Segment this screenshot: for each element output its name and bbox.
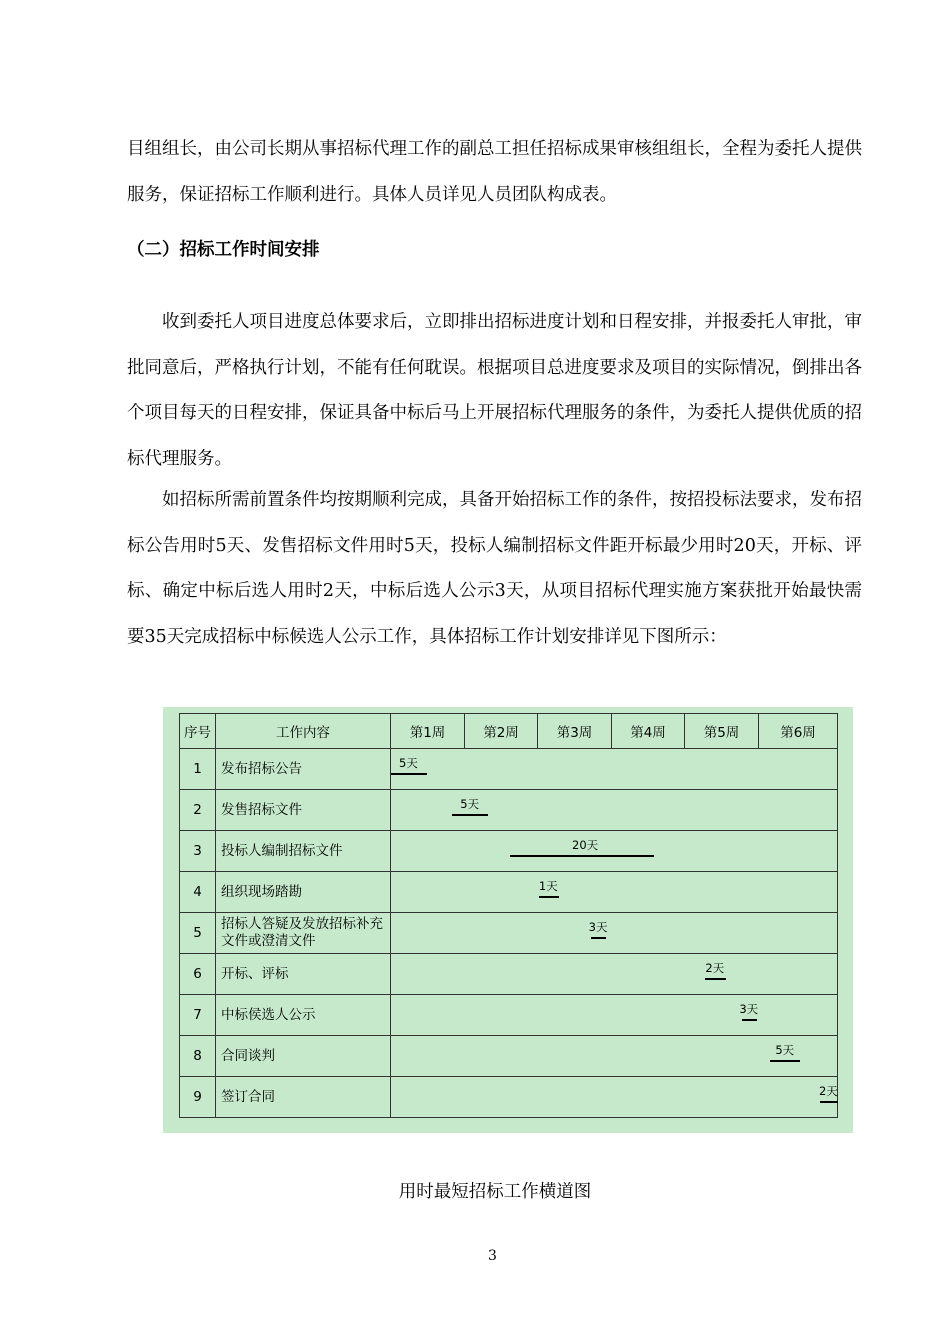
header-week-3: 第3周 (538, 714, 612, 749)
duration-bar (510, 855, 654, 857)
task-name: 签订合同 (216, 1077, 391, 1118)
gantt-row (180, 995, 838, 1036)
task-name: 合同谈判 (216, 1036, 391, 1077)
task-name: 中标侯选人公示 (216, 995, 391, 1036)
duration-bar (770, 1060, 800, 1062)
header-seq: 序号 (180, 714, 216, 749)
row-number: 5 (180, 913, 216, 954)
timeline-cell (391, 954, 838, 995)
duration-bar (591, 937, 605, 939)
task-name: 发布招标公告 (216, 749, 391, 790)
gantt-row (180, 872, 838, 913)
duration-label: 2天 (818, 1084, 838, 1098)
duration-bar (391, 773, 427, 775)
row-number: 8 (180, 1036, 216, 1077)
header-week-1: 第1周 (391, 714, 465, 749)
duration-bar (539, 896, 559, 898)
duration-label: 1天 (538, 879, 558, 893)
duration-bar (705, 978, 727, 980)
task-name: 发售招标文件 (216, 790, 391, 831)
paragraph-team: 目组组长，由公司长期从事招标代理工作的副总工担任招标成果审核组组长，全程为委托人提供服务，保证招标工作顺利进行。具体人员详见人员团队构成表。 (127, 139, 862, 205)
paragraph-schedule-intro: 收到委托人项目进度总体要求后，立即排出招标进度计划和日程安排，并报委托人审批，审批同意后，严格执行计划，不能有任何耽误。根据项目总进度要求及项目的实际情况，倒排出各个项目每天的日程安排，保证具备中标后马上开展招标代理服务的条件，为委托人提供优质的招标代理服务。 (127, 312, 862, 469)
header-week-6: 第6周 (759, 714, 838, 749)
task-name: 开标、评标 (216, 954, 391, 995)
gantt-row (180, 790, 838, 831)
duration-label: 5天 (775, 1043, 795, 1057)
row-number: 1 (180, 749, 216, 790)
timeline-cell (391, 1036, 838, 1077)
row-number: 2 (180, 790, 216, 831)
row-number: 7 (180, 995, 216, 1036)
task-name: 招标人答疑及发放招标补充文件或澄清文件 (216, 913, 391, 954)
paragraph-timeline: 如招标所需前置条件均按期顺利完成，具备开始招标工作的条件，按招投标法要求，发布招标公告用时5天、发售招标文件用时5天，投标人编制招标文件距开标最少用时20天，开标、评标、确定中标后选人用时2天，中标后选人公示3天，从项目招标代理实施方案获批开始最快需要35天完成招标中标候选人公示工作，具体招标工作计划安排详见下图所示： (127, 490, 862, 647)
gantt-header-row (180, 714, 838, 749)
duration-label: 2天 (705, 961, 725, 975)
duration-label: 5天 (460, 797, 480, 811)
row-number: 6 (180, 954, 216, 995)
timeline-cell (391, 1077, 838, 1118)
duration-bar (452, 814, 488, 816)
gantt-chart (163, 707, 853, 1133)
duration-label: 3天 (739, 1002, 759, 1016)
timeline-cell (391, 913, 838, 954)
gantt-row (180, 831, 838, 872)
section-heading: （二）招标工作时间安排 (127, 240, 320, 260)
row-number: 4 (180, 872, 216, 913)
row-number: 3 (180, 831, 216, 872)
timeline-cell (391, 995, 838, 1036)
header-week-5: 第5周 (685, 714, 759, 749)
task-name: 组织现场踏勘 (216, 872, 391, 913)
timeline-cell (391, 749, 838, 790)
header-week-4: 第4周 (612, 714, 685, 749)
gantt-table (179, 713, 838, 1118)
timeline-cell (391, 831, 838, 872)
timeline-cell (391, 790, 838, 831)
row-number: 9 (180, 1077, 216, 1118)
duration-bar (742, 1019, 756, 1021)
gantt-row (180, 749, 838, 790)
gantt-row (180, 1036, 838, 1077)
page-number: 3 (488, 1248, 497, 1264)
task-name: 投标人编制招标文件 (216, 831, 391, 872)
duration-label: 5天 (399, 756, 418, 770)
header-week-2: 第2周 (465, 714, 538, 749)
gantt-row (180, 913, 838, 954)
figure-caption: 用时最短招标工作横道图 (398, 1182, 592, 1202)
duration-label: 20天 (572, 838, 599, 852)
timeline-cell (391, 872, 838, 913)
gantt-row (180, 954, 838, 995)
header-content: 工作内容 (216, 714, 391, 749)
duration-label: 3天 (588, 920, 608, 934)
duration-bar (820, 1101, 838, 1103)
gantt-row (180, 1077, 838, 1118)
